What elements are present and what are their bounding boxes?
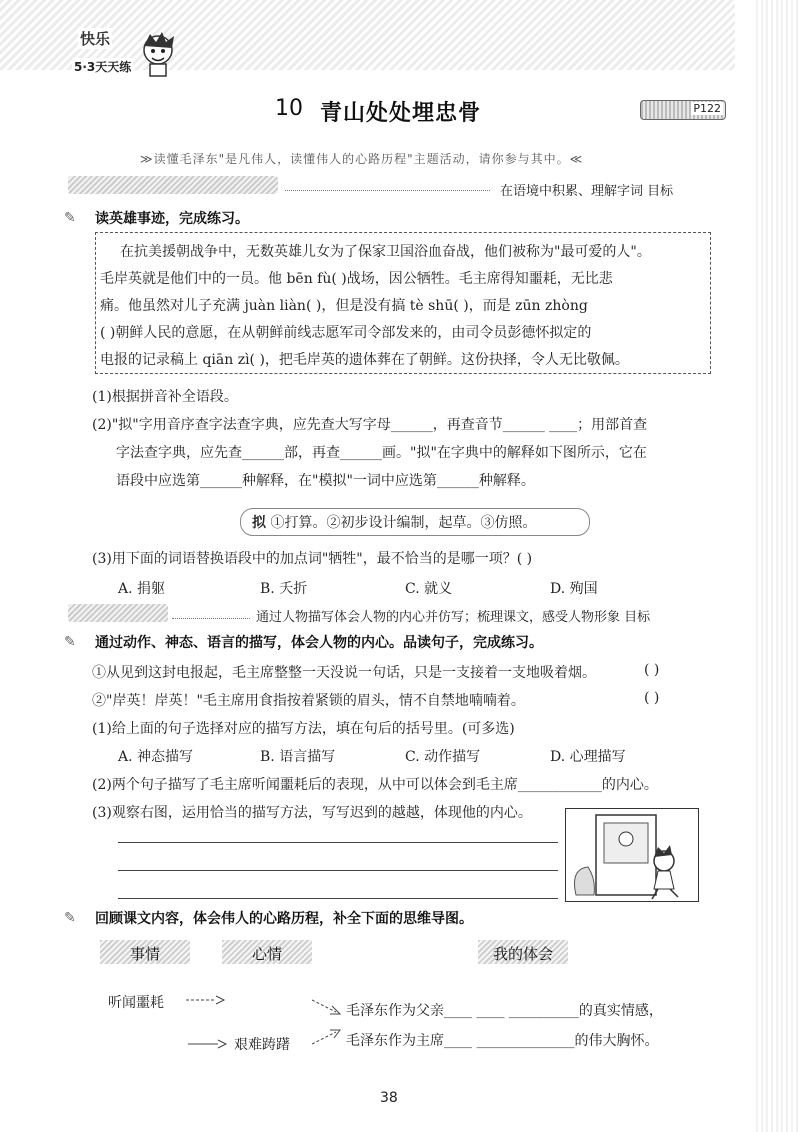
- answer-line[interactable]: [118, 898, 558, 899]
- question-3-heading: 回顾课文内容，体会伟人的心路历程，补全下面的思维导图。: [95, 911, 473, 927]
- arrow-icon: [312, 1026, 342, 1046]
- map-column-feeling: [478, 940, 568, 964]
- map-column-event: [100, 940, 190, 964]
- map-column-mood: [222, 940, 312, 964]
- answer-line[interactable]: [118, 870, 558, 871]
- section-goal-1: 在语境中积累、理解字词 目标: [500, 184, 674, 199]
- answer-bracket: ( ): [644, 662, 660, 678]
- sub-question-1: (1)给上面的句子选择对应的描写方法，填在句后的括号里。(可多选): [92, 721, 515, 737]
- definition-text: ①打算。②初步设计编制，起草。③仿照。: [270, 515, 537, 531]
- map-mood: 艰难踌躇: [234, 1037, 290, 1053]
- series-name: 5·3天天练: [74, 60, 132, 74]
- question-icon: ✎: [64, 210, 76, 226]
- passage-line: 毛岸英就是他们中的一员。他 bēn fù( )战场，因公牺牲。毛主席得知噩耗，无比悲: [100, 271, 613, 287]
- arrow-icon: [186, 994, 226, 1006]
- map-feeling: 毛泽东作为父亲____ ____ __________的真实情感，: [346, 1003, 663, 1019]
- answer-bracket: ( ): [644, 690, 660, 706]
- sub-question-1: (1)根据拼音补全语段。: [92, 389, 238, 405]
- question-icon: ✎: [64, 910, 76, 926]
- definition-label: 拟: [252, 515, 266, 531]
- passage-line: 在抗美援朝战争中，无数英雄儿女为了保家卫国浴血奋战，他们被称为"最可爱的人"。: [120, 244, 651, 260]
- activity-banner: ≫读懂毛泽东"是凡伟人，读懂伟人的心路历程"主题活动，请你参与其中。≪: [140, 152, 584, 166]
- page-reference-badge: [640, 100, 726, 120]
- section-tag-1: [68, 176, 278, 194]
- option: C. 动作描写: [405, 749, 481, 765]
- section-goal-2: 通过人物描写体会人物的内心并仿写；梳理课文，感受人物形象 目标: [256, 610, 651, 625]
- map-feeling: 毛泽东作为主席____ ______________的伟大胸怀。: [346, 1033, 659, 1049]
- sub-question-2-line: (2)"拟"字用音序查字法查字典，应先查大写字母______，再查音节______ ____；用部首查: [92, 417, 648, 433]
- page-number: 38: [380, 1090, 398, 1106]
- map-column-label: 事情: [129, 945, 160, 963]
- quoted-sentence: ①从见到这封电报起，毛主席整整一天没说一句话，只是一支接着一支地吸着烟。: [92, 665, 596, 681]
- option: C. 就义: [405, 581, 453, 597]
- page-edge-decoration: [756, 0, 800, 1132]
- dictionary-definition: [252, 512, 536, 532]
- dotted-divider: [285, 190, 490, 191]
- passage-line: ( )朝鲜人民的意愿，在从朝鲜前线志愿军司令部发来的，由司令员彭德怀拟定的: [100, 325, 592, 341]
- question-1-heading: 读英雄事迹，完成练习。: [95, 211, 249, 227]
- logo-text: 快乐: [80, 30, 111, 48]
- option: D. 心理描写: [550, 749, 626, 765]
- sub-question-3: (3)用下面的词语替换语段中的加点词"牺牲"，最不恰当的是哪一项？( ): [92, 551, 533, 567]
- section-tag-2: [68, 604, 168, 622]
- answer-line[interactable]: [118, 842, 558, 843]
- arrow-icon: [188, 1038, 228, 1050]
- option: D. 殉国: [550, 581, 598, 597]
- passage-line: 痛。他虽然对儿子充满 juàn liàn( )，但是没有搞 tè shū( )，而是 zūn zhòng: [100, 298, 588, 314]
- sub-question-2-line: 字法查字典，应先查______部，再查______画。"拟"在字典中的解释如下图所示，它在: [116, 445, 647, 461]
- lesson-title: 青山处处埋忠骨: [320, 101, 482, 126]
- passage-line: 电报的记录稿上 qiān zì( )，把毛岸英的遗体葬在了朝鲜。这份抉择，令人无比敬佩。: [100, 352, 629, 368]
- question-2-heading: 通过动作、神态、语言的描写，体会人物的内心。品读句子，完成练习。: [95, 635, 543, 651]
- option: A. 捐躯: [118, 581, 166, 597]
- sub-question-2: (2)两个句子描写了毛主席听闻噩耗后的表现，从中可以体会到毛主席____________的内心。: [92, 777, 658, 793]
- arrow-icon: [312, 998, 342, 1018]
- sub-question-3: (3)观察右图，运用恰当的描写方法，写写迟到的越越，体现他的内心。: [92, 805, 532, 821]
- map-column-label: 我的体会: [492, 945, 553, 963]
- quoted-sentence: ②"岸英！岸英！"毛主席用食指按着紧锁的眉头，情不自禁地喃喃着。: [92, 693, 525, 709]
- sub-question-2-line: 语段中应选第______种解释，在"模拟"一词中应选第______种解释。: [116, 473, 535, 489]
- question-icon: ✎: [64, 634, 76, 650]
- late-student-illustration: [565, 808, 699, 902]
- mascot-icon: [136, 30, 180, 78]
- map-event: 听闻噩耗: [108, 995, 164, 1011]
- map-column-label: 心情: [251, 945, 282, 963]
- page-reference: P122: [693, 102, 721, 115]
- option: B. 夭折: [260, 581, 308, 597]
- option: A. 神态描写: [118, 749, 194, 765]
- lesson-number: 10: [275, 96, 303, 121]
- dotted-divider: [172, 618, 250, 619]
- option: B. 语言描写: [260, 749, 336, 765]
